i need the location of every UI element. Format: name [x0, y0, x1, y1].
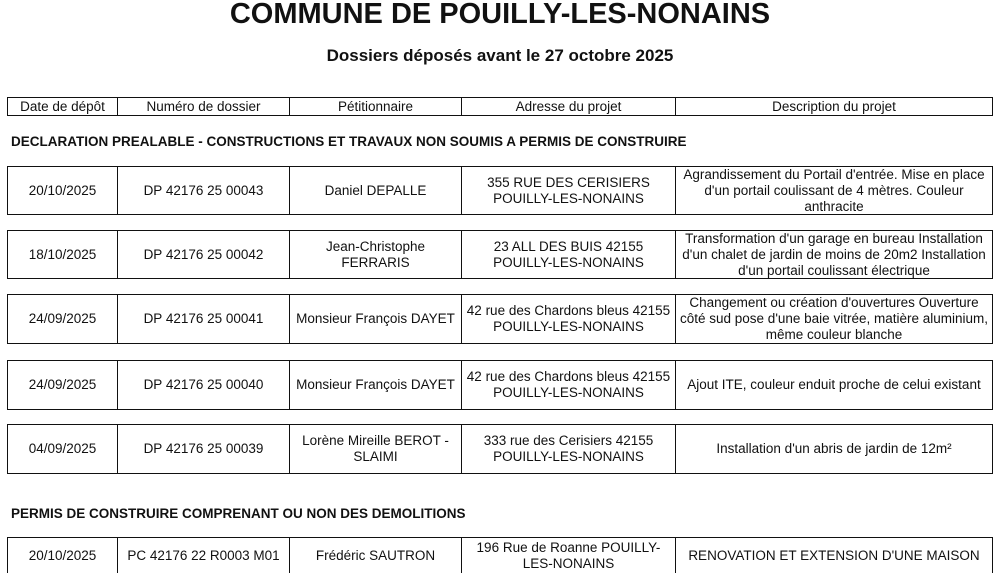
cell-applicant: Monsieur François DAYET: [290, 361, 462, 409]
cell-number: DP 42176 25 00042: [118, 231, 290, 278]
cell-date: 04/09/2025: [8, 425, 118, 473]
cell-applicant: Lorène Mireille BEROT - SLAIMI: [290, 425, 462, 473]
cell-address: 42 rue des Chardons bleus 42155 POUILLY-LES-NONAINS: [462, 295, 676, 343]
cell-description: Agrandissement du Portail d'entrée. Mise en place d'un portail coulissant de 4 mètres. Couleur anthracite: [683, 167, 985, 214]
cell-number: DP 42176 25 00041: [118, 295, 290, 343]
cell-address: 196 Rue de Roanne POUILLY-LES-NONAINS: [462, 538, 676, 573]
cell-number: DP 42176 25 00043: [118, 167, 290, 214]
cell-address: 333 rue des Cerisiers 42155 POUILLY-LES-NONAINS: [462, 425, 676, 473]
cell-date: 20/10/2025: [8, 538, 118, 573]
header-number: Numéro de dossier: [118, 98, 290, 115]
cell-description: RENOVATION ET EXTENSION D'UNE MAISON: [688, 547, 980, 563]
table-row: [7, 424, 993, 474]
cell-address: 23 ALL DES BUIS 42155 POUILLY-LES-NONAINS: [462, 231, 676, 278]
cell-number: DP 42176 25 00039: [118, 425, 290, 473]
cell-address: 42 rue des Chardons bleus 42155 POUILLY-LES-NONAINS: [462, 361, 676, 409]
cell-number: PC 42176 22 R0003 M01: [118, 538, 290, 573]
page-title: COMMUNE DE POUILLY-LES-NONAINS: [229, 0, 771, 30]
cell-description: Transformation d'un garage en bureau Installation d'un chalet de jardin de moins de 20m2 Installation d'un portail coulissant électrique: [682, 231, 986, 278]
header-description: Description du projet: [772, 99, 896, 114]
table-row: [7, 537, 993, 573]
table-row: [7, 360, 993, 410]
cell-date: 18/10/2025: [8, 231, 118, 278]
cell-number: DP 42176 25 00040: [118, 361, 290, 409]
table-row: [7, 230, 993, 279]
table-row: [7, 166, 993, 215]
cell-description: Changement ou création d'ouvertures Ouverture côté sud pose d'une baie vitrée, matière aluminium, même couleur blanche: [680, 295, 988, 342]
section-title-permis: PERMIS DE CONSTRUIRE COMPRENANT OU NON DES DEMOLITIONS: [11, 506, 466, 521]
header-applicant: Pétitionnaire: [290, 98, 462, 115]
cell-description: Ajout ITE, couleur enduit proche de celui existant: [687, 377, 981, 392]
cell-applicant: Frédéric SAUTRON: [290, 538, 462, 573]
cell-applicant: Daniel DEPALLE: [290, 167, 462, 214]
header-address: Adresse du projet: [462, 98, 676, 115]
page-subtitle: Dossiers déposés avant le 27 octobre 2025: [326, 46, 674, 65]
cell-date: 20/10/2025: [8, 167, 118, 214]
cell-date: 24/09/2025: [8, 361, 118, 409]
cell-address: 355 RUE DES CERISIERS POUILLY-LES-NONAINS: [462, 167, 676, 214]
table-row: [7, 294, 993, 344]
cell-applicant: Jean-Christophe FERRARIS: [290, 231, 462, 278]
header-date: Date de dépôt: [8, 98, 118, 115]
cell-applicant: Monsieur François DAYET: [290, 295, 462, 343]
table-header: [7, 97, 993, 116]
cell-date: 24/09/2025: [8, 295, 118, 343]
section-title-declaration: DECLARATION PREALABLE - CONSTRUCTIONS ET TRAVAUX NON SOUMIS A PERMIS DE CONSTRUIRE: [11, 134, 687, 149]
cell-description: Installation d'un abris de jardin de 12m²: [716, 441, 952, 456]
